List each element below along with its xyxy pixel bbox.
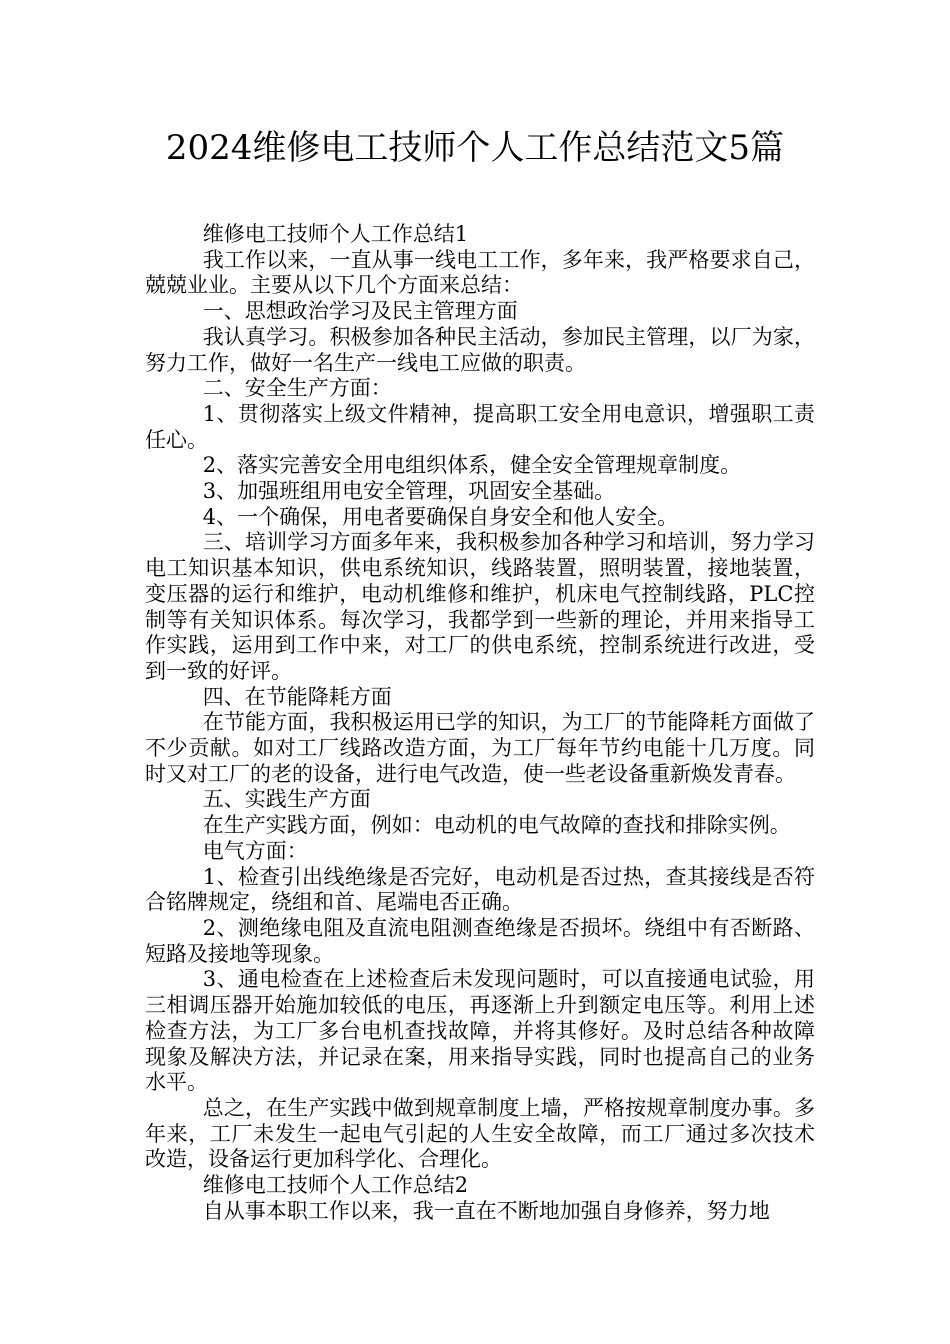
list-item: 4、一个确保，用电者要确保自身安全和他人安全。: [202, 504, 679, 529]
section-heading: 维修电工技师个人工作总结2: [202, 1173, 469, 1198]
section-heading: 电气方面：: [202, 838, 308, 863]
list-item: 3、加强班组用电安全管理，巩固安全基础。: [202, 479, 616, 504]
list-item: 1、贯彻落实上级文件精神，提高职工安全用电意识，增强职工责任心。: [145, 401, 815, 452]
section-heading: 维修电工技师个人工作总结1: [202, 222, 469, 246]
section-heading: 四、在节能降耗方面: [202, 684, 392, 709]
paragraph: 在节能方面，我积极运用已学的知识，为工厂的节能降耗方面做了不少贡献。如对工厂线路改造方面，为工厂每年节约电能十几万度。同时又对工厂的老的设备，进行电气改造，使一些老设备重新焕发青春。: [145, 710, 815, 786]
paragraph: 在生产实践方面，例如：电动机的电气故障的查找和排除实例。: [202, 813, 791, 838]
list-item: 1、检查引出线绝缘是否完好，电动机是否过热，查其接线是否符合铭牌规定，绕组和首、尾端电否正确。: [145, 864, 815, 915]
paragraph: 我认真学习。积极参加各种民主活动，参加民主管理，以厂为家，努力工作，做好一名生产一线电工应做的职责。: [145, 324, 815, 375]
section-heading: 一、思想政治学习及民主管理方面: [202, 299, 518, 324]
list-item: 2、测绝缘电阻及直流电阻测查绝缘是否损坏。绕组中有否断路、短路及接地等现象。: [145, 915, 815, 966]
paragraph: 总之，在生产实践中做到规章制度上墙，严格按规章制度办事。多年来，工厂未发生一起电气引起的人生安全故障，而工厂通过多次技术改造，设备运行更加科学化、合理化。: [145, 1095, 815, 1172]
list-item: 2、落实完善安全用电组织体系，健全安全管理规章制度。: [202, 453, 742, 478]
paragraph: 我工作以来，一直从事一线电工工作，多年来，我严格要求自己，兢兢业业。主要从以下几个方面来总结：: [145, 247, 815, 298]
document-title: 2024维修电工技师个人工作总结范文5篇: [165, 128, 785, 168]
paragraph: 三、培训学习方面多年来，我积极参加各种学习和培训，努力学习电工知识基本知识，供电系统知识，线路装置，照明装置，接地装置，变压器的运行和维护，电动机维修和维护，机床电气控制线路，PLC控制等有关知识体系。每次学习，我都学到一些新的理论，并用来指导工作实践，运用到工作中来，对工厂的供电系统，控制系统进行改进，受到一致的好评。: [145, 530, 815, 683]
document-body: [145, 222, 815, 1224]
section-heading: 二、安全生产方面：: [202, 376, 392, 401]
section-heading: 五、实践生产方面: [202, 787, 371, 812]
paragraph: 自从事本职工作以来，我一直在不断地加强自身修养，努力地: [202, 1198, 770, 1223]
list-item: 3、通电检查在上述检查后未发现问题时，可以直接通电试验，用三相调压器开始施加较低的电压，再逐渐上升到额定电压等。利用上述检查方法，为工厂多台电机查找故障，并将其修好。及时总结各种故障现象及解决方法，并记录在案，用来指导实践，同时也提高自己的业务水平。: [145, 967, 815, 1095]
